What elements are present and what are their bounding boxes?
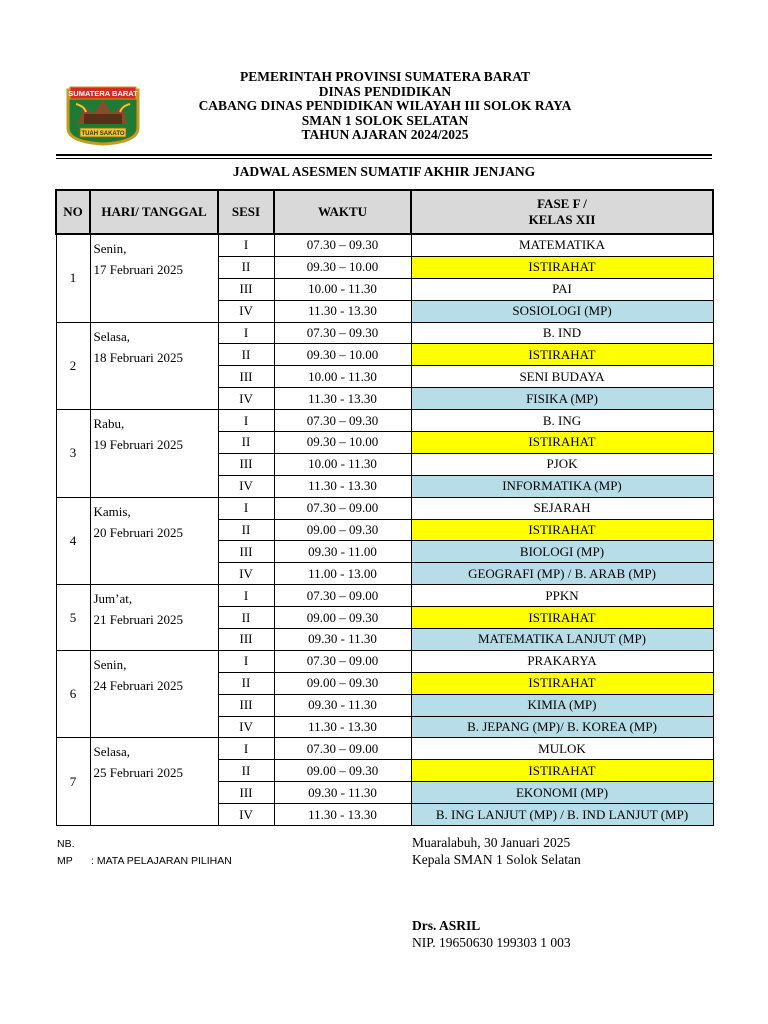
logo-text-top: SUMATERA BARAT	[68, 89, 138, 98]
time-cell: 09.00 – 09.30	[274, 760, 411, 782]
session-cell: I	[218, 585, 274, 607]
session-cell: II	[218, 672, 274, 694]
subject-cell: FISIKA (MP)	[411, 388, 713, 410]
table-row	[56, 738, 713, 760]
session-cell: I	[218, 410, 274, 432]
subject-cell: PAI	[411, 278, 713, 300]
subject-cell: B. JEPANG (MP)/ B. KOREA (MP)	[411, 716, 713, 738]
note-mp	[57, 855, 232, 867]
day-name: Selasa,	[93, 744, 130, 760]
time-cell: 09.30 - 11.30	[274, 694, 411, 716]
table-row	[56, 234, 713, 256]
day-cell	[90, 322, 218, 410]
session-cell: III	[218, 366, 274, 388]
subject-cell: ISTIRAHAT	[411, 607, 713, 629]
session-cell: I	[218, 234, 274, 256]
subject-cell: EKONOMI (MP)	[411, 782, 713, 804]
time-cell: 09.30 - 11.30	[274, 629, 411, 651]
time-cell: 07.30 – 09.30	[274, 410, 411, 432]
session-cell: III	[218, 629, 274, 651]
header-session: SESI	[218, 190, 274, 234]
header-fase-line: FASE F /	[537, 196, 587, 211]
letterhead-divider-thick	[56, 154, 712, 156]
header-fase	[411, 190, 713, 234]
session-cell: IV	[218, 300, 274, 322]
day-number: 2	[56, 322, 90, 410]
time-cell: 09.30 – 10.00	[274, 432, 411, 454]
letterhead	[150, 70, 620, 143]
time-cell: 07.30 – 09.00	[274, 497, 411, 519]
day-cell	[90, 497, 218, 585]
subject-cell: SENI BUDAYA	[411, 366, 713, 388]
subject-cell: ISTIRAHAT	[411, 672, 713, 694]
session-cell: III	[218, 694, 274, 716]
day-number: 6	[56, 650, 90, 738]
subject-cell: SEJARAH	[411, 497, 713, 519]
session-cell: III	[218, 782, 274, 804]
subject-cell: B. ING	[411, 410, 713, 432]
time-cell: 11.30 - 13.30	[274, 388, 411, 410]
subject-cell: SOSIOLOGI (MP)	[411, 300, 713, 322]
time-cell: 09.30 – 10.00	[274, 344, 411, 366]
subject-cell: B. IND	[411, 322, 713, 344]
time-cell: 10.00 - 11.30	[274, 278, 411, 300]
signature-place-date: Muaralabuh, 30 Januari 2025	[412, 835, 571, 850]
table-row	[56, 410, 713, 432]
subject-cell: ISTIRAHAT	[411, 256, 713, 278]
session-cell: III	[218, 541, 274, 563]
time-cell: 09.30 – 10.00	[274, 256, 411, 278]
header-day: HARI/ TANGGAL	[90, 190, 218, 234]
session-cell: I	[218, 650, 274, 672]
day-number: 7	[56, 738, 90, 826]
session-cell: III	[218, 278, 274, 300]
subject-cell: PRAKARYA	[411, 650, 713, 672]
time-cell: 11.30 - 13.30	[274, 716, 411, 738]
session-cell: II	[218, 607, 274, 629]
time-cell: 11.00 - 13.00	[274, 563, 411, 585]
day-date: 18 Februari 2025	[93, 349, 184, 365]
subject-cell: ISTIRAHAT	[411, 344, 713, 366]
session-cell: IV	[218, 804, 274, 826]
session-cell: IV	[218, 388, 274, 410]
subject-cell: KIMIA (MP)	[411, 694, 713, 716]
subject-cell: MATEMATIKA LANJUT (MP)	[411, 629, 713, 651]
day-date: 19 Februari 2025	[93, 437, 184, 453]
letterhead-line-1: PEMERINTAH PROVINSI SUMATERA BARAT	[240, 69, 530, 84]
letterhead-line-2: DINAS PENDIDIKAN	[318, 83, 452, 99]
province-logo	[64, 84, 142, 146]
note-nb: NB.	[57, 838, 75, 850]
subject-cell: PJOK	[411, 453, 713, 475]
schedule-body	[56, 234, 713, 826]
session-cell: III	[218, 453, 274, 475]
day-date: 20 Februari 2025	[93, 524, 184, 540]
day-number: 3	[56, 410, 90, 498]
letterhead-line-4: SMAN 1 SOLOK SELATAN	[301, 112, 469, 128]
session-cell: II	[218, 432, 274, 454]
note-mp-abbr: MP	[57, 855, 73, 867]
subject-cell: GEOGRAFI (MP) / B. ARAB (MP)	[411, 563, 713, 585]
schedule-table	[55, 189, 714, 826]
time-cell: 09.00 – 09.30	[274, 672, 411, 694]
table-header-row	[56, 190, 713, 234]
day-number: 4	[56, 497, 90, 585]
day-date: 25 Februari 2025	[93, 765, 184, 781]
day-date: 17 Februari 2025	[93, 262, 184, 277]
time-cell: 07.30 – 09.00	[274, 650, 411, 672]
time-cell: 10.00 - 11.30	[274, 366, 411, 388]
header-kelas-line: KELAS XII	[528, 212, 596, 227]
table-row	[56, 585, 713, 607]
session-cell: IV	[218, 563, 274, 585]
time-cell: 11.30 - 13.30	[274, 475, 411, 497]
letterhead-divider-thin	[56, 158, 712, 159]
subject-cell: B. ING LANJUT (MP) / B. IND LANJUT (MP)	[411, 804, 713, 826]
subject-cell: INFORMATIKA (MP)	[411, 475, 713, 497]
session-cell: II	[218, 760, 274, 782]
session-cell: IV	[218, 716, 274, 738]
day-date: 21 Februari 2025	[93, 612, 184, 628]
day-cell	[90, 738, 218, 826]
time-cell: 11.30 - 13.30	[274, 804, 411, 826]
time-cell: 09.00 – 09.30	[274, 519, 411, 541]
letterhead-line-3: CABANG DINAS PENDIDIKAN WILAYAH III SOLOK RAYA	[198, 98, 572, 114]
subject-cell: ISTIRAHAT	[411, 519, 713, 541]
day-name: Selasa,	[93, 328, 130, 344]
session-cell: IV	[218, 475, 274, 497]
time-cell: 09.30 - 11.00	[274, 541, 411, 563]
subject-cell: MULOK	[411, 738, 713, 760]
day-name: Kamis,	[93, 503, 131, 519]
day-cell	[90, 410, 218, 498]
letterhead-line-5: TAHUN AJARAN 2024/2025	[301, 127, 469, 143]
signature-nip: NIP. 19650630 199303 1 003	[412, 935, 571, 950]
document-title: JADWAL ASESMEN SUMATIF AKHIR JENJANG	[232, 164, 536, 179]
session-cell: I	[218, 738, 274, 760]
day-name: Rabu,	[93, 416, 125, 432]
signature-name: Drs. ASRIL	[412, 918, 481, 933]
time-cell: 09.30 - 11.30	[274, 782, 411, 804]
day-name: Jum’at,	[93, 591, 133, 607]
day-name: Senin,	[93, 241, 127, 256]
header-time: WAKTU	[274, 190, 411, 234]
time-cell: 07.30 – 09.00	[274, 738, 411, 760]
subject-cell: ISTIRAHAT	[411, 760, 713, 782]
session-cell: I	[218, 497, 274, 519]
time-cell: 10.00 - 11.30	[274, 453, 411, 475]
day-name: Senin,	[93, 656, 127, 672]
day-number: 1	[56, 234, 90, 322]
table-row	[56, 497, 713, 519]
time-cell: 11.30 - 13.30	[274, 300, 411, 322]
note-mp-desc: : MATA PELAJARAN PILIHAN	[91, 855, 232, 867]
logo-text-bottom: TUAH SAKATO	[81, 131, 125, 137]
header-no: NO	[56, 190, 90, 234]
subject-cell: MATEMATIKA	[411, 234, 713, 256]
day-date: 24 Februari 2025	[93, 677, 184, 693]
subject-cell: BIOLOGI (MP)	[411, 541, 713, 563]
time-cell: 07.30 – 09.30	[274, 234, 411, 256]
table-row	[56, 650, 713, 672]
subject-cell: ISTIRAHAT	[411, 432, 713, 454]
table-row	[56, 322, 713, 344]
time-cell: 09.00 – 09.30	[274, 607, 411, 629]
day-cell	[90, 650, 218, 738]
session-cell: I	[218, 322, 274, 344]
session-cell: II	[218, 344, 274, 366]
signature-position: Kepala SMAN 1 Solok Selatan	[412, 852, 581, 867]
day-cell	[90, 234, 218, 322]
time-cell: 07.30 – 09.30	[274, 322, 411, 344]
session-cell: II	[218, 519, 274, 541]
time-cell: 07.30 – 09.00	[274, 585, 411, 607]
session-cell: II	[218, 256, 274, 278]
day-cell	[90, 585, 218, 651]
day-number: 5	[56, 585, 90, 651]
subject-cell: PPKN	[411, 585, 713, 607]
